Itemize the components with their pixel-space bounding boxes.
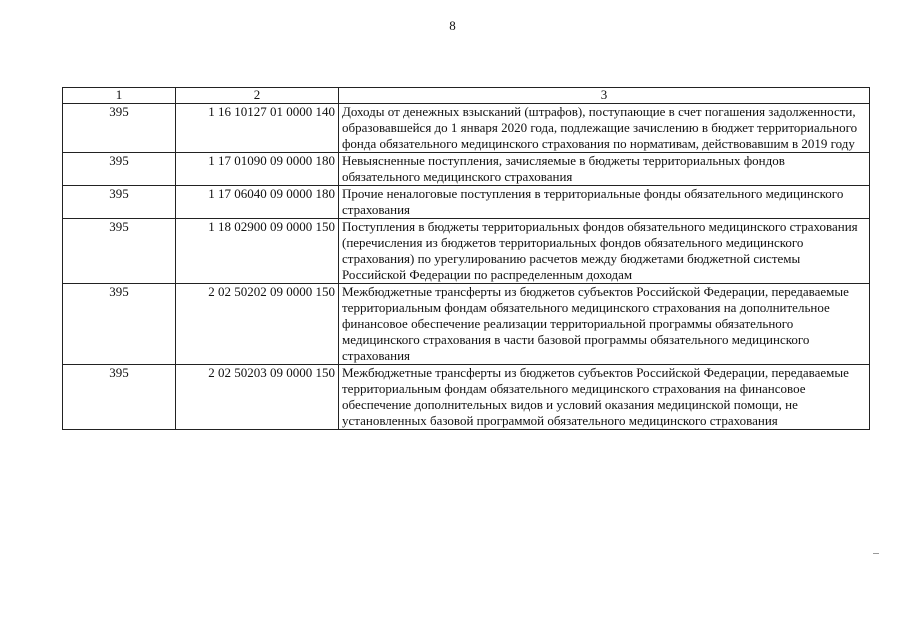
table-row: [63, 186, 870, 219]
kbk-code-cell: 2 02 50202 09 0000 150: [176, 284, 339, 365]
description-cell: Доходы от денежных взысканий (штрафов), поступающие в счет погашения задолженности, образовавшейся до 1 января 2020 года, подлежащие зачислению в бюджет территориального фонда обязательного медицинского страхования по нормативам, действовавшим в 2019 году: [339, 104, 870, 153]
column-header-3: 3: [339, 88, 870, 104]
admin-code-cell: 395: [63, 186, 176, 219]
admin-code-cell: 395: [63, 104, 176, 153]
scan-edge-mark: [873, 553, 879, 554]
kbk-code-cell: 2 02 50203 09 0000 150: [176, 365, 339, 430]
table-header-row: [63, 88, 870, 104]
kbk-code-cell: 1 18 02900 09 0000 150: [176, 219, 339, 284]
kbk-code-cell: 1 17 06040 09 0000 180: [176, 186, 339, 219]
column-header-1: 1: [63, 88, 176, 104]
table-row: [63, 153, 870, 186]
admin-code-cell: 395: [63, 365, 176, 430]
admin-code-cell: 395: [63, 219, 176, 284]
budget-classification-table: [62, 87, 870, 430]
admin-code-cell: 395: [63, 153, 176, 186]
column-header-2: 2: [176, 88, 339, 104]
description-cell: Невыясненные поступления, зачисляемые в бюджеты территориальных фондов обязательного медицинского страхования: [339, 153, 870, 186]
table-row: [63, 219, 870, 284]
admin-code-cell: 395: [63, 284, 176, 365]
table-row: [63, 104, 870, 153]
description-cell: Межбюджетные трансферты из бюджетов субъектов Российской Федерации, передаваемые территориальным фондам обязательного медицинского страхования на финансовое обеспечение дополнительных видов и условий оказания медицинской помощи, не установленных базовой программой обязательного медицинского страхования: [339, 365, 870, 430]
description-cell: Поступления в бюджеты территориальных фондов обязательного медицинского страхования (перечисления из бюджетов территориальных фондов обязательного медицинского страхования) по урегулированию расчетов между бюджетами бюджетной системы Российской Федерации по распределенным доходам: [339, 219, 870, 284]
description-cell: Межбюджетные трансферты из бюджетов субъектов Российской Федерации, передаваемые территориальным фондам обязательного медицинского страхования на дополнительное финансовое обеспечение реализации территориальной программы обязательного медицинского страхования в части базовой программы обязательного медицинского страхования: [339, 284, 870, 365]
kbk-code-cell: 1 16 10127 01 0000 140: [176, 104, 339, 153]
description-cell: Прочие неналоговые поступления в территориальные фонды обязательного медицинского страхования: [339, 186, 870, 219]
table-row: [63, 284, 870, 365]
table-row: [63, 365, 870, 430]
page-number: 8: [449, 18, 456, 33]
kbk-code-cell: 1 17 01090 09 0000 180: [176, 153, 339, 186]
